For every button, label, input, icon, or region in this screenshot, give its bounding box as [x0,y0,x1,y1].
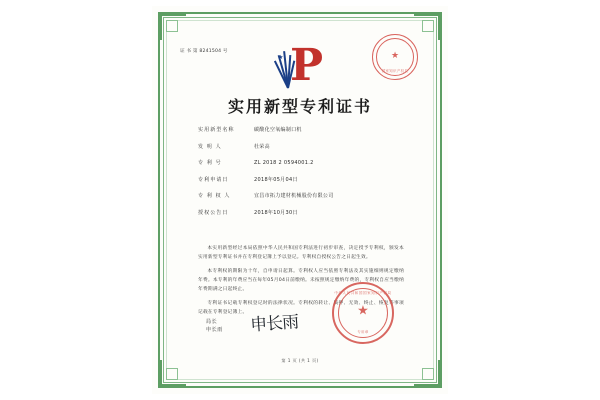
field-label: 授权公告日 [198,209,229,216]
certificate-sheet [152,6,448,394]
field-label: 专 利 权 人 [198,193,231,199]
seal-bottom-arc-bottom-text: 专用章 [357,330,369,334]
page-footer: 第 1 页 (共 1 页) [281,358,319,363]
certificate-number: 证 书 第 8241504 号 [180,49,228,54]
field-row [198,126,408,133]
emblem-letter-p-icon: P [290,40,324,91]
signature-title-line1: 局长 [206,319,218,325]
page-title: 实用新型专利证书 [227,97,372,116]
body-paragraph: 本实用新型经过本局依照中华人民共和国专利法进行初步审查，决定授予专利权，颁发本实用新型专利证书并在专利登记簿上予以登记。专利权自授权公告之日起生效。 [198,246,404,260]
field-value: 杜荣高 [254,143,270,150]
field-row [198,143,408,150]
field-row [198,192,408,199]
field-label: 实用新型名称 [198,127,235,133]
field-value: ZL 2018 2 0594001.2 [254,160,314,166]
field-value: 宜昌市拓力建材机械股份有限公司 [254,193,334,199]
body-paragraph: 专利证书记载专利权登记时的法律状况。专利权的转让、质押、无效、终止、恢复等事项记载在专利登记簿上。 [198,301,404,315]
field-value: 碳酸化空氧编制口机 [254,127,302,133]
top-right-seal-icon [372,34,418,80]
seal-star-icon: ★ [390,51,400,62]
seal-bottom-star-icon: ★ [357,303,369,319]
field-label: 专 利 号 [198,160,222,166]
signature-title-line2: 申长雨 [206,327,223,333]
certificate-fields [198,126,408,225]
handwritten-signature: 申长雨 [249,312,299,336]
field-row [198,209,408,216]
certificate-content [172,26,428,374]
body-paragraph: 本专利权的期限为十年，自申请日起算。专利权人应当依照专利法及其实施细则规定缴纳年费。本专利的年费应当在每年05月04日前缴纳。未按照规定缴纳年费的，专利权自应当缴纳年费期满之日起终止。 [198,269,404,292]
seal-bottom-arc-top-text: 中华人民共和国国家知识产权局 [334,291,392,295]
signature-title-block [206,318,223,334]
emblem-star-icon: ★ [278,54,284,61]
patent-office-emblem-icon [274,40,326,91]
field-value: 2018年05月04日 [254,176,298,183]
field-label: 专利申请日 [198,176,229,183]
field-value: 2018年10月30日 [254,209,298,216]
field-row [198,176,408,183]
seal-top-text: 国家知识产权局 [381,69,409,73]
official-seal-icon [332,282,394,344]
field-row [198,159,408,166]
field-label: 发 明 人 [198,143,222,150]
